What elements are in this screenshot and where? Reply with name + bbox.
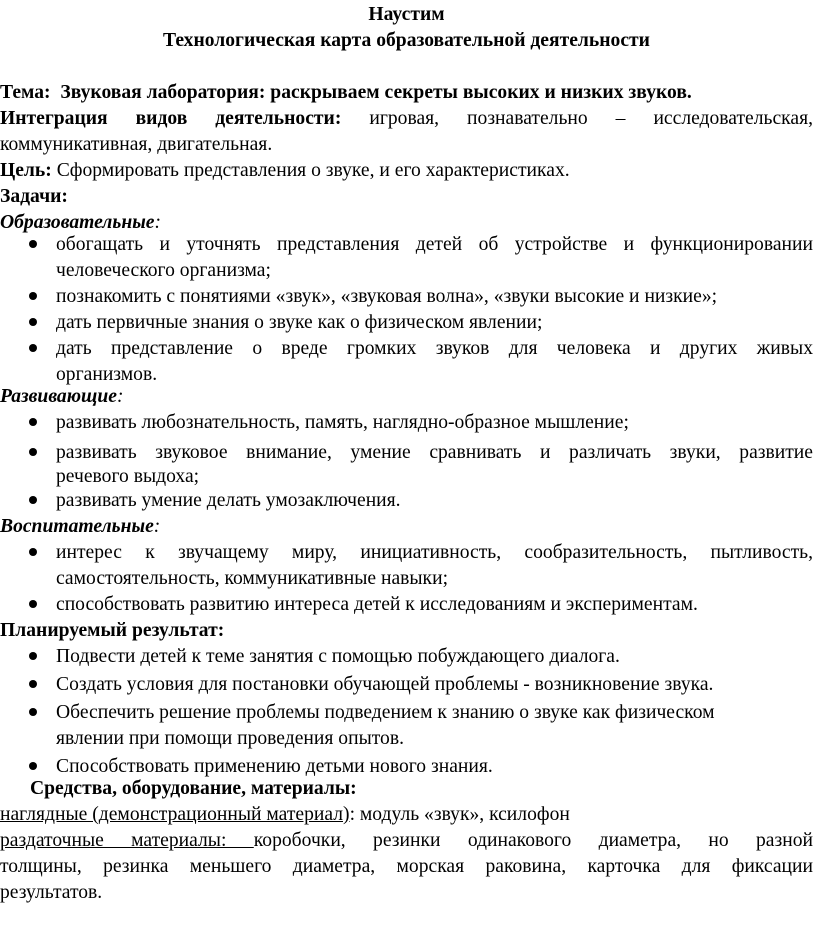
- goal-label: Цель:: [0, 160, 52, 181]
- result-item-3-line-2: явлении при помощи проведения опытов.: [56, 728, 404, 749]
- educational-item-3: дать первичные знания о звуке как о физическом явлении;: [56, 312, 543, 333]
- bullet-icon: [29, 496, 37, 504]
- result-item-1: Подвести детей к теме занятия с помощью побуждающего диалога.: [56, 646, 620, 667]
- means-handout-text-1: коробочки, резинки одинакового диаметра, но разной: [253, 830, 813, 851]
- educational-colon: :: [154, 212, 162, 233]
- bullet-icon: [29, 318, 37, 326]
- developing-item-1: развивать любознательность, память, наглядно-образное мышление;: [56, 412, 629, 433]
- result-item-2: Создать условия для постановки обучающей проблемы - возникновение звука.: [56, 674, 714, 695]
- document-title: Технологическая карта образовательной деятельности: [163, 30, 650, 51]
- goal-line: [0, 158, 813, 184]
- means-handout-label: раздаточные материалы:: [0, 830, 254, 851]
- means-visual-label: наглядные (демонстрационный материал): [0, 804, 350, 825]
- integration-text-2: коммуникативная, двигательная.: [0, 134, 273, 155]
- educational-item-2: познакомить с понятиями «звук», «звуковая волна», «звуки высокие и низкие»;: [56, 286, 718, 307]
- means-visual-text: : модуль «звук», ксилофон: [349, 804, 570, 825]
- bullet-icon: [29, 292, 37, 300]
- developing-item-2-line-2: речевого выдоха;: [56, 466, 200, 487]
- developing-item-3: развивать умение делать умозаключения.: [56, 490, 401, 511]
- bullet-icon: [29, 548, 37, 556]
- nurturing-colon: :: [153, 516, 161, 537]
- means-handout-text-2: толщины, резинка меньшего диаметра, морская раковина, карточка для фиксации: [0, 856, 813, 877]
- tasks-label: Задачи:: [0, 186, 68, 207]
- bullet-icon: [29, 448, 37, 456]
- bullet-icon: [29, 418, 37, 426]
- educational-item-4-line-2: организмов.: [56, 364, 158, 385]
- integration-line-1: [0, 106, 813, 132]
- result-label: Планируемый результат:: [0, 620, 225, 641]
- developing-heading: [0, 384, 813, 410]
- bullet-icon: [29, 680, 37, 688]
- developing-item-2-line-1: развивать звуковое внимание, умение сравнивать и различать звуки, развитие: [56, 442, 813, 463]
- means-visual-line: [0, 802, 813, 828]
- bullet-icon: [29, 762, 37, 770]
- integration-label: Интеграция видов деятельности:: [0, 108, 342, 129]
- bullet-icon: [29, 652, 37, 660]
- topic-label: Тема:: [0, 82, 51, 103]
- means-label: Средства, оборудование, материалы:: [30, 778, 357, 799]
- bullet-icon: [29, 344, 37, 352]
- means-handout-text-3: результатов.: [0, 882, 103, 903]
- nurturing-item-1-line-2: самостоятельность, коммуникативные навыки;: [56, 568, 449, 589]
- educational-label: Образовательные: [0, 212, 155, 233]
- educational-item-1-line-2: человеческого организма;: [56, 260, 271, 281]
- developing-colon: :: [116, 386, 124, 407]
- result-item-3-line-1: Обеспечить решение проблемы подведением к знанию о звуке как физическом: [56, 702, 715, 723]
- header-name: Наустим: [368, 4, 445, 25]
- integration-text-1: игровая, познавательно – исследовательская,: [369, 108, 813, 129]
- educational-item-1-line-1: обогащать и уточнять представления детей об устройстве и функционировании: [56, 234, 813, 255]
- developing-label: Развивающие: [0, 386, 117, 407]
- nurturing-label: Воспитательные: [0, 516, 154, 537]
- nurturing-item-1-line-1: интерес к звучащему миру, инициативность, сообразительность, пытливость,: [56, 542, 813, 563]
- result-item-4: Способствовать применению детьми нового знания.: [56, 756, 493, 777]
- topic-text: Звуковая лаборатория: раскрываем секреты высоких и низких звуков.: [60, 82, 692, 103]
- educational-item-4-line-1: дать представление о вреде громких звуков для человека и других живых: [56, 338, 813, 359]
- topic-line: [0, 80, 813, 106]
- bullet-icon: [29, 240, 37, 248]
- nurturing-heading: [0, 514, 813, 540]
- goal-text: Сформировать представления о звуке, и его характеристиках.: [56, 160, 570, 181]
- means-handout-line-1: [0, 828, 813, 854]
- bullet-icon: [29, 600, 37, 608]
- nurturing-item-2: способствовать развитию интереса детей к исследованиям и экспериментам.: [56, 594, 698, 615]
- bullet-icon: [29, 708, 37, 716]
